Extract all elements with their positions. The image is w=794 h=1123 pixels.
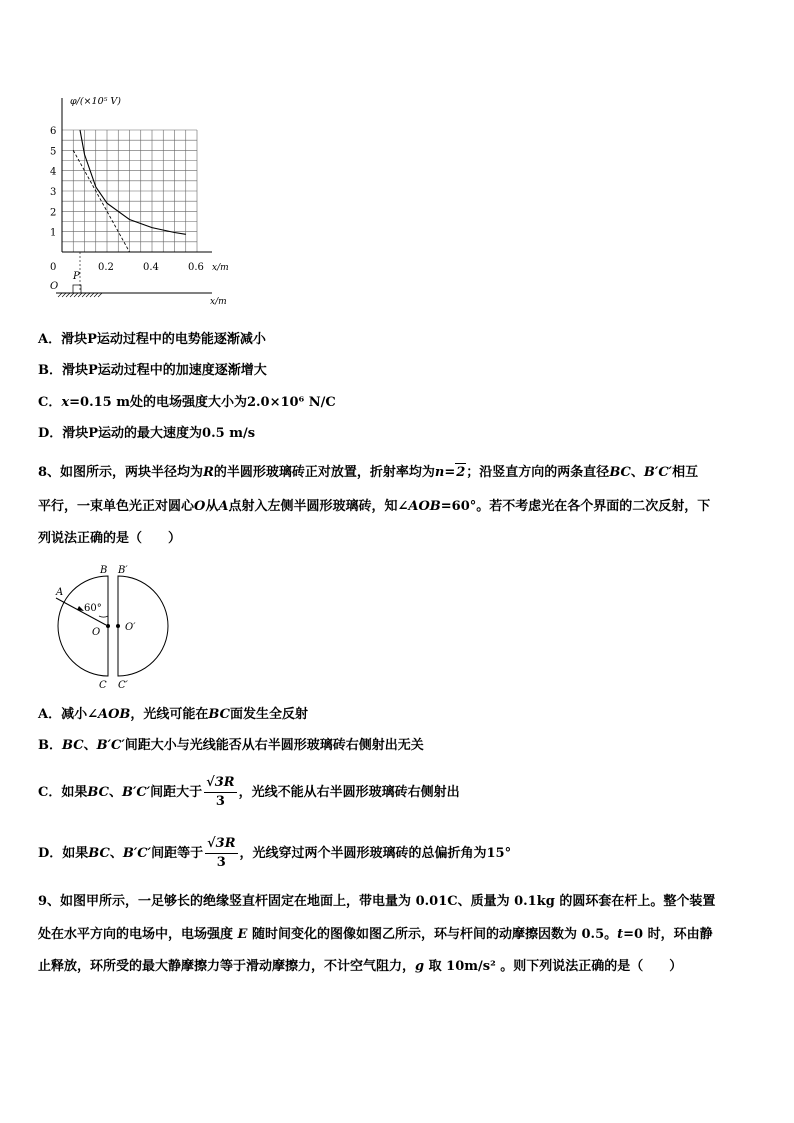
center-o [106,624,110,628]
y-tick-label: 2 [50,207,57,219]
y-tick-label: 1 [50,227,57,239]
hatch-mark [62,293,66,297]
x-axis-label: x/m [212,263,229,273]
x-tick-label: 0 [50,262,57,273]
q7-option-c: C．x=0.15 m处的电场强度大小为2.0×10⁶ N/C [38,395,336,410]
hatch-mark [82,293,86,297]
y-axis-label: φ/(×10⁵ V) [70,96,122,107]
label-b-prime: B′ [118,565,128,576]
x-tick-label: 0.4 [143,262,159,273]
y-tick-label: 6 [50,126,57,137]
center-o-prime [116,624,120,628]
label-angle: 60° [84,603,102,614]
label-o-prime: O′ [125,622,136,633]
label-c: C [99,680,107,691]
hatch-mark [98,293,102,297]
label-c-prime: C′ [118,680,128,691]
q7-option-a: A．滑块P运动过程中的电势能逐渐减小 [38,332,266,347]
x-axis-label-lower: x/m [210,297,227,307]
label-b: B [100,565,108,576]
q8-stem-line3: 列说法正确的是（ ） [38,531,182,546]
q8-option-c: C．如果BC、B′C′间距大于 $\frac{√3R}{3}$ ，光线不能从右半圆形玻璃砖右侧射出 [38,775,460,809]
left-semicircle-brick [58,576,108,676]
q8-option-b: B．BC、B′C′间距大小与光线能否从右半圆形玻璃砖右侧射出无关 [38,738,424,753]
ground-hatch [58,293,102,297]
hatch-mark [94,293,98,297]
q9-stem-line3: 止释放，环所受的最大静摩擦力等于滑动摩擦力，不计空气阻力，g 取 10m/s² 。则下列说法正确的是（ ） [38,959,683,974]
glass-brick-diagram [42,560,182,692]
block-label-p: P [73,271,80,282]
hatch-mark [74,293,78,297]
q8-option-d: D．如果BC、B′C′间距等于 $\frac{√3R}{3}$ ，光线穿过两个半圆形玻璃砖的总偏折角为15° [38,836,512,870]
x-tick-label: 0.2 [98,262,114,273]
hatch-mark [90,293,94,297]
hatch-mark [70,293,74,297]
q8-option-a: A．减小∠AOB，光线可能在BC面发生全反射 [38,707,309,722]
graph-grid [62,130,197,252]
q7-option-d: D．滑块P运动的最大速度为0.5 m/s [38,426,256,441]
label-o: O [92,627,101,638]
hatch-mark [86,293,90,297]
potential-graph [40,88,240,308]
y-tick-label: 5 [50,146,57,158]
q9-stem-line1: 9、如图甲所示，一足够长的绝缘竖直杆固定在地面上，带电量为 0.01C、质量为 0.1kg 的圆环套在杆上。整个装置 [38,894,716,909]
x-tick-label: 0.6 [188,262,204,273]
angle-arc [99,616,108,617]
origin-label: O [50,281,59,292]
hatch-mark [58,293,62,297]
q9-stem-line2: 处在水平方向的电场中，电场强度 E 随时间变化的图像如图乙所示，环与杆间的动摩擦因数为 0.5。t=0 时，环由静 [38,927,713,942]
y-tick-label: 4 [50,166,57,178]
label-a: A [56,587,64,598]
fraction-sqrt3r-over-3-d: $\frac{√3R}{3}$ [207,836,236,870]
q7-option-b: B．滑块P运动过程中的加速度逐渐增大 [38,363,267,378]
q8-stem-line2: 平行，一束单色光正对圆心O从A点射入左侧半圆形玻璃砖，知∠AOB=60°。若不考虑光在各个界面的二次反射，下 [38,499,711,514]
q8-stem-line1: 8、如图所示，两块半径均为R的半圆形玻璃砖正对放置，折射率均为n=2；沿竖直方向的两条直径BC、B′C′相互 [38,465,699,480]
hatch-mark [78,293,82,297]
hatch-mark [66,293,70,297]
y-tick-label: 3 [50,187,57,198]
fraction-sqrt3r-over-3: $\frac{√3R}{3}$ [206,775,235,809]
